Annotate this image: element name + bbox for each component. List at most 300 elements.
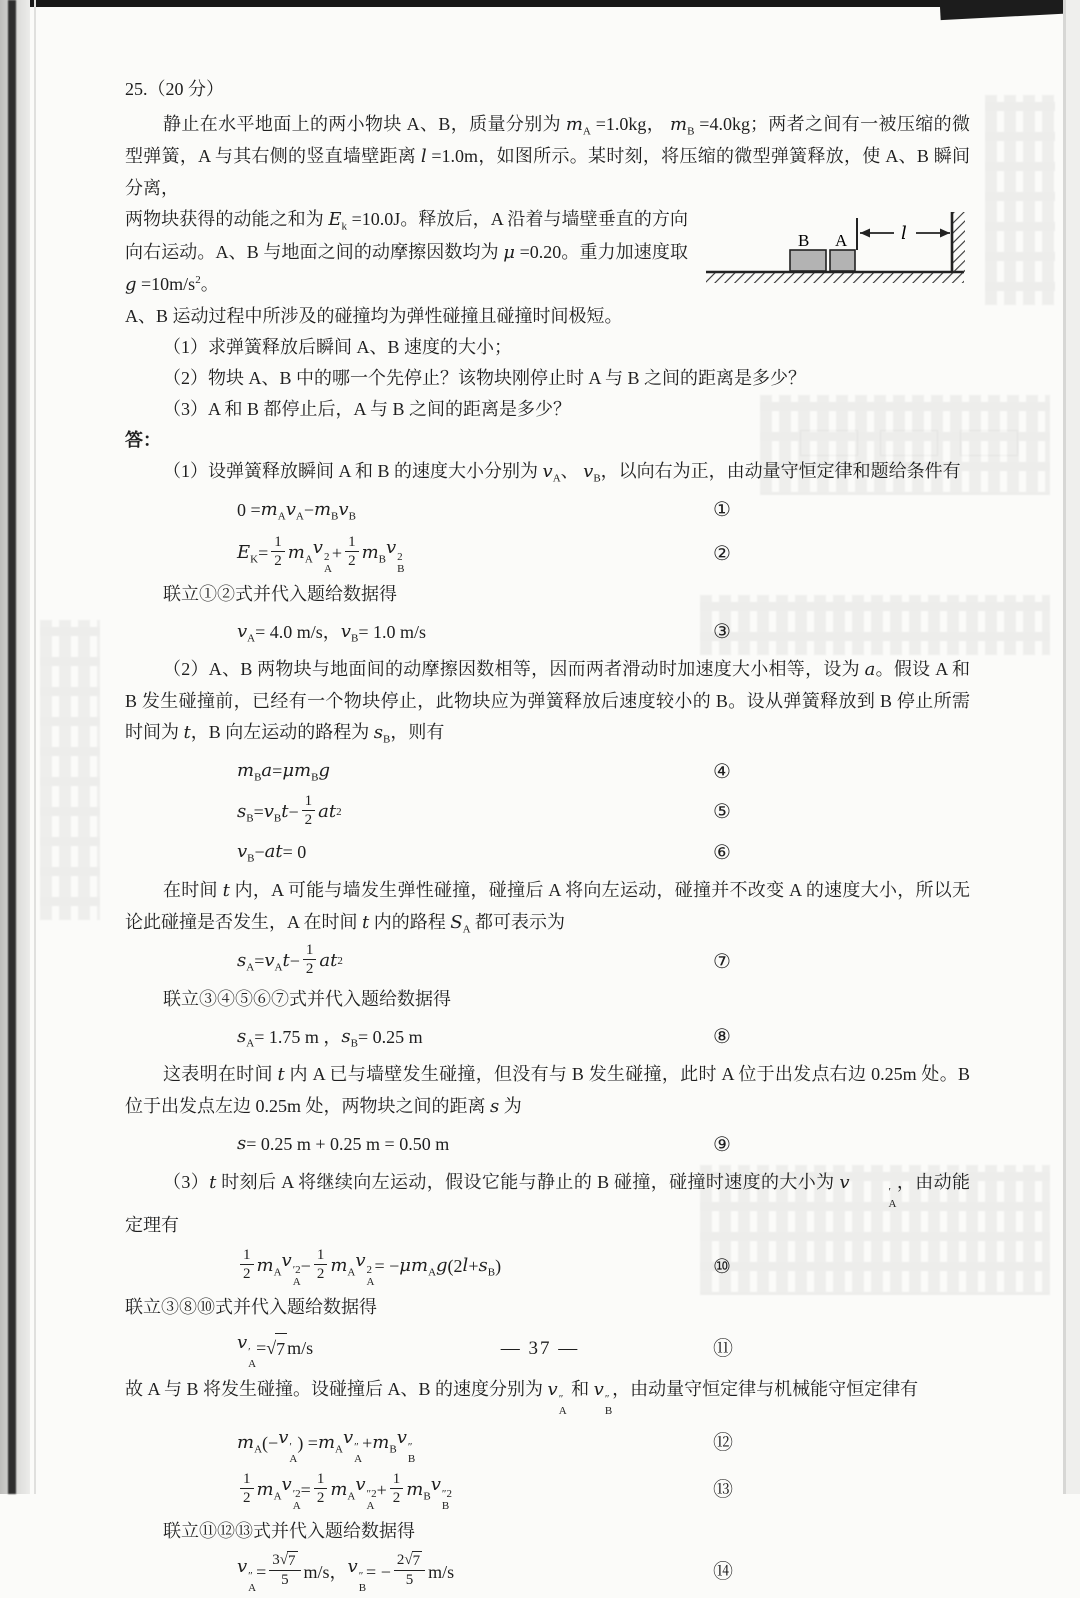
subscript: A xyxy=(347,1266,356,1279)
text-run: 两物块获得的动能之和为 xyxy=(125,209,329,230)
variable xyxy=(237,537,258,570)
variable: μ xyxy=(282,760,295,782)
paragraph xyxy=(125,654,970,749)
subscript: A xyxy=(462,923,471,936)
radical-sign: √ xyxy=(266,1337,277,1358)
superscript: ″ xyxy=(248,1569,253,1582)
subscript: B xyxy=(687,125,695,138)
script-stack xyxy=(408,1441,415,1465)
variable: t xyxy=(330,950,338,972)
text-run: + xyxy=(362,1432,373,1453)
text-run: 静止在水平地面上的两小物块 A、B，质量分别为 xyxy=(163,113,566,134)
text-run: 时刻后 A 将继续向左运动，假设它能与静止的 B 碰撞，碰撞时速度的大小为 xyxy=(216,1171,840,1192)
variable-base: m xyxy=(287,542,305,564)
variable: a xyxy=(261,760,273,782)
variable-base: m xyxy=(410,1255,429,1277)
variable-base: m xyxy=(260,498,278,520)
variable: s xyxy=(490,1095,500,1117)
script-stack xyxy=(442,1488,452,1512)
subscript: k xyxy=(341,220,348,233)
radical-sign: √ xyxy=(279,1552,289,1569)
text-run: ，B 向左运动的路程为 xyxy=(190,722,374,743)
variable-base: v xyxy=(343,1426,354,1448)
subscript: A xyxy=(246,1037,255,1050)
fraction-denominator xyxy=(390,1489,404,1507)
text-run: （1）设弹簧释放瞬间 A 和 B 的速度大小分别为 xyxy=(163,460,543,481)
fraction-denominator xyxy=(240,1265,254,1283)
text-run: = − xyxy=(366,1561,391,1582)
text-run: 联立①②式并代入题给数据得 xyxy=(163,584,397,605)
radicand: 7 xyxy=(288,1553,296,1570)
text-run: 、 xyxy=(560,460,584,481)
text-run: 2 xyxy=(304,811,313,828)
variable: l xyxy=(462,1255,469,1277)
script-stack xyxy=(397,551,404,575)
fraction xyxy=(394,1551,425,1589)
variable xyxy=(313,532,332,575)
equation-number: ⑪ xyxy=(713,1337,733,1360)
variable xyxy=(237,1551,256,1594)
equation-number: ⑥ xyxy=(713,841,731,864)
variable-base: v xyxy=(237,1332,248,1354)
subscript: B xyxy=(378,553,386,566)
variable-base: v xyxy=(237,1555,248,1577)
text-run: 联立③④⑤⑥⑦式并代入题给数据得 xyxy=(163,989,451,1010)
equation-number: ⑨ xyxy=(713,1133,731,1156)
text-run: 1 xyxy=(316,1470,325,1487)
subscript: A xyxy=(247,632,256,645)
variable xyxy=(294,755,318,788)
variable xyxy=(237,796,254,829)
variable-base: s xyxy=(237,1025,247,1047)
paragraph xyxy=(125,456,970,489)
script-stack xyxy=(293,1264,301,1288)
equation-row xyxy=(125,492,970,528)
text-run: = − xyxy=(374,1256,400,1277)
text-run: 1 xyxy=(316,1247,325,1264)
equation xyxy=(237,794,342,831)
fraction xyxy=(240,1246,254,1283)
variable: s xyxy=(237,1133,247,1155)
text-run: = 4.0 m/s， xyxy=(255,621,341,642)
paragraph xyxy=(125,1059,970,1123)
subscript: B xyxy=(331,510,339,523)
fraction-numerator xyxy=(394,1551,425,1571)
subscript: B xyxy=(246,812,254,825)
text-run: 2 xyxy=(274,553,282,570)
superscript: ″ xyxy=(354,1440,359,1453)
scan-margin-right xyxy=(1066,0,1080,1494)
text-run: 这表明在时间 xyxy=(163,1063,278,1084)
variable: t xyxy=(362,911,370,933)
text-run: 故 A 与 B 将发生碰撞。设碰撞后 A、B 的速度分别为 xyxy=(125,1379,548,1400)
equation-row xyxy=(125,532,970,575)
variable xyxy=(282,1245,301,1288)
script-stack xyxy=(289,1441,297,1465)
equation-number: ⑬ xyxy=(713,1479,733,1502)
script-stack xyxy=(324,551,332,575)
variable xyxy=(328,209,348,233)
variable-base: v xyxy=(542,460,553,482)
equation-row xyxy=(125,754,970,790)
text-run: 和 xyxy=(566,1379,594,1400)
subscript: A xyxy=(582,125,591,138)
equation xyxy=(237,943,343,980)
block-b-label: B xyxy=(798,231,810,251)
text-run: 1 xyxy=(304,792,313,809)
fraction-numerator xyxy=(269,1551,300,1571)
subscript: B xyxy=(487,1266,496,1279)
text-run: = xyxy=(254,951,265,972)
variable xyxy=(397,1422,416,1465)
document-body xyxy=(125,74,970,1598)
equation-number: ④ xyxy=(713,760,731,783)
text-run: m/s xyxy=(428,1561,455,1582)
superscript: 2 xyxy=(336,805,342,818)
equation-row xyxy=(125,614,970,650)
paragraph xyxy=(125,363,970,394)
bleedthrough-noise xyxy=(985,95,1055,305)
variable-base: m xyxy=(406,1479,424,1501)
variable-base: v xyxy=(547,1379,558,1401)
variable xyxy=(288,537,313,570)
problem-heading xyxy=(125,74,970,105)
text-run: 3 xyxy=(272,1552,280,1569)
variable-base: v xyxy=(583,460,594,482)
equation-number: ② xyxy=(713,542,731,565)
variable-base: s xyxy=(341,1025,351,1047)
variable-base: s xyxy=(237,800,247,822)
fraction-denominator xyxy=(345,552,359,570)
paragraph xyxy=(125,394,970,425)
script-stack xyxy=(248,1570,256,1594)
equation-number: ① xyxy=(713,498,731,521)
variable-base: s xyxy=(478,1255,488,1277)
radicand: 7 xyxy=(412,1553,421,1570)
variable: a xyxy=(318,800,329,822)
variable: t xyxy=(277,1063,285,1085)
paragraph xyxy=(125,875,970,939)
text-run: 2 xyxy=(305,961,314,978)
text-run: 5 xyxy=(405,1572,414,1589)
equation-row xyxy=(125,1019,970,1055)
text-run: 联立⑪⑫⑬式并代入题给数据得 xyxy=(163,1520,415,1541)
paragraph xyxy=(125,301,970,332)
text-run: ，由动能定理有 xyxy=(125,1171,971,1236)
variable xyxy=(318,1427,343,1460)
text-run: （3） xyxy=(163,1171,210,1192)
text-run: = xyxy=(272,761,283,782)
problem-figure xyxy=(702,206,970,292)
superscript: ′ xyxy=(888,1185,891,1198)
text-run: + xyxy=(376,1479,387,1500)
variable: g xyxy=(436,1255,448,1277)
equation-number: ⑤ xyxy=(713,800,731,823)
variable xyxy=(237,616,255,649)
subscript: K xyxy=(250,553,259,566)
variable-base: v xyxy=(237,841,248,863)
text-run: 1 xyxy=(274,534,282,551)
superscript: 2 xyxy=(337,955,343,968)
fraction-numerator xyxy=(302,792,316,811)
variable: t xyxy=(275,841,283,863)
variable-base: E xyxy=(237,542,251,564)
text-run: + xyxy=(468,1256,479,1277)
script-stack xyxy=(559,1393,567,1417)
subscript: B xyxy=(389,1443,397,1456)
fraction-numerator xyxy=(345,533,359,552)
subscript: B xyxy=(348,510,356,523)
variable xyxy=(257,1474,282,1507)
equation-row xyxy=(125,1127,970,1163)
variable-base: m xyxy=(313,498,332,520)
text-run: （1）求弹簧释放后瞬间 A、B 速度的大小； xyxy=(163,336,513,357)
variable xyxy=(372,1427,396,1460)
text-run: 联立③⑧⑩式并代入题给数据得 xyxy=(125,1297,377,1318)
text-run: ) xyxy=(495,1256,502,1277)
variable-base: s xyxy=(237,950,247,972)
subscript: A xyxy=(246,961,255,974)
equation xyxy=(237,836,306,869)
variable xyxy=(670,113,695,138)
fraction xyxy=(240,1470,254,1507)
text-run: 1 xyxy=(392,1470,401,1487)
text-run: =1.0kg， xyxy=(590,113,670,134)
equation-row xyxy=(125,794,970,831)
radicand: 7 xyxy=(275,1333,287,1365)
text-run: = xyxy=(256,1338,267,1359)
subscript: B xyxy=(358,1581,367,1594)
variable xyxy=(355,1245,374,1288)
radical xyxy=(404,1551,422,1570)
superscript: ″ xyxy=(604,1393,610,1406)
text-run: (− xyxy=(262,1432,279,1453)
superscript: ′2 xyxy=(292,1264,301,1277)
equation-number: ⑭ xyxy=(713,1561,733,1584)
variable xyxy=(286,494,304,527)
subscript: A xyxy=(335,1443,343,1456)
subscript: A xyxy=(888,1197,897,1210)
variable xyxy=(839,1171,897,1210)
script-stack xyxy=(851,1186,897,1210)
fraction xyxy=(303,941,317,978)
paragraph xyxy=(125,1167,970,1241)
text-run: − xyxy=(289,951,300,972)
fraction-denominator xyxy=(278,1571,292,1589)
text-run: =0.20。重力加速度取 xyxy=(515,241,688,262)
fraction xyxy=(345,533,359,570)
variable: t xyxy=(281,800,289,822)
text-run: − xyxy=(303,499,314,520)
equation xyxy=(237,1245,501,1288)
fraction-denominator xyxy=(314,1265,328,1283)
variable xyxy=(373,722,391,746)
equation-row xyxy=(125,1551,970,1594)
arrow-right-head xyxy=(940,229,950,238)
bleedthrough-noise xyxy=(40,620,100,920)
equation-row xyxy=(125,1469,970,1512)
variable: a xyxy=(319,950,331,972)
variable-base: m xyxy=(330,1479,348,1501)
variable: t xyxy=(282,950,290,972)
text-run: （2）物块 A、B 中的哪一个先停止？该物块刚停止时 A 与 B 之间的距离是多少？ xyxy=(163,367,807,388)
fraction-numerator xyxy=(314,1470,328,1489)
block-a xyxy=(830,250,855,271)
text-run: 内，A 可能与墙发生弹性碰撞，碰撞后 A 将向左运动，碰撞并不改变 A 的速度大小，所以无论此碰撞是否发生，A 在时间 xyxy=(125,879,971,932)
text-run: m/s xyxy=(287,1338,314,1359)
fraction-denominator xyxy=(302,811,316,829)
text-run: ，由动量守恒定律与机械能守恒定律有 xyxy=(612,1379,919,1400)
subscript: B xyxy=(383,733,391,746)
variable xyxy=(261,494,286,527)
superscript: ″2 xyxy=(366,1487,377,1500)
subscript: A xyxy=(273,1266,282,1279)
variable-base: v xyxy=(278,1426,289,1448)
variable xyxy=(237,1427,262,1460)
wall-hatching xyxy=(952,212,965,272)
subscript: B xyxy=(311,771,319,784)
variable xyxy=(237,1021,254,1054)
text-run: 1 xyxy=(348,534,356,551)
subscript: A xyxy=(248,1581,257,1594)
equation-row xyxy=(125,1422,970,1465)
script-stack xyxy=(367,1264,375,1288)
variable xyxy=(565,113,591,138)
fraction-numerator xyxy=(390,1470,404,1489)
variable-base: v xyxy=(338,498,349,520)
paragraph xyxy=(125,984,970,1015)
variable-base: v xyxy=(355,1250,366,1272)
fraction-numerator xyxy=(314,1246,328,1265)
subscript: B xyxy=(407,1452,416,1465)
variable-base: m xyxy=(294,760,312,782)
subscript: B xyxy=(604,1405,613,1418)
fraction xyxy=(269,1551,300,1589)
paragraph xyxy=(125,1516,970,1547)
text-run: (2 xyxy=(447,1256,463,1277)
text-run: 2 xyxy=(396,1552,405,1569)
paragraph xyxy=(125,109,970,204)
text-run: （2）A、B 两物块与地面间的动摩擦因数相等，因而两者滑动时加速度大小相等，设为 xyxy=(163,659,865,680)
ground-hatching xyxy=(706,272,964,283)
text-run: = xyxy=(300,1479,311,1500)
text-run: − xyxy=(300,1256,311,1277)
variable-base: s xyxy=(373,722,383,744)
fraction-denominator xyxy=(314,1489,328,1507)
variable-base: v xyxy=(312,537,323,559)
text-run: ) = xyxy=(297,1432,318,1453)
subscript: B xyxy=(593,472,601,485)
fraction xyxy=(314,1470,328,1507)
variable xyxy=(355,1469,376,1512)
subscript: A xyxy=(323,563,332,576)
subscript: A xyxy=(428,1266,437,1279)
variable xyxy=(348,1551,367,1594)
equation xyxy=(237,1422,415,1465)
text-run: 2 xyxy=(316,1266,325,1283)
variable-base: S xyxy=(450,911,463,933)
text-run: （3）A 和 B 都停止后，A 与 B 之间的距离是多少？ xyxy=(163,398,572,419)
superscript: ′2 xyxy=(292,1487,301,1500)
text-run: 都可表示为 xyxy=(470,911,566,932)
text-run: 1 xyxy=(305,942,314,959)
text-run: 在时间 xyxy=(163,879,223,900)
paragraph xyxy=(125,332,970,363)
text-run: =1.0m，如图所示。某时刻，将压缩的微型弹簧释放，使 A、B 瞬间分离， xyxy=(125,146,970,199)
text-run: = 0.25 m + 0.25 m = 0.50 m xyxy=(246,1134,450,1155)
text-run: 。假设 A 和 B 发生碰撞前，已经有一个物块停止，此物块应为弹簧释放后速度较小的 B。设从弹簧释放到 B 停止所需时间为 xyxy=(125,659,970,743)
subscript: A xyxy=(289,1452,298,1465)
text-run: 答： xyxy=(125,429,161,450)
variable-base: m xyxy=(237,1431,255,1453)
variable-base: v xyxy=(430,1473,441,1495)
text-run: 。 xyxy=(200,273,219,294)
text-run: = xyxy=(256,1561,267,1582)
text-run: = 0.25 m xyxy=(357,1026,423,1047)
variable-base: v xyxy=(263,800,274,822)
variable: t xyxy=(209,1171,217,1193)
variable-base: v xyxy=(839,1171,850,1193)
variable: a xyxy=(264,841,276,863)
paragraph xyxy=(125,425,970,456)
variable: a xyxy=(864,659,876,681)
script-stack xyxy=(367,1488,377,1512)
equation xyxy=(237,755,330,788)
text-run: 0 = xyxy=(237,499,261,520)
text-run: =4.0kg；两者之间有一被压缩的微型弹簧，A 与其右侧的竖直墙壁距离 xyxy=(125,113,970,167)
text-run: 为 xyxy=(499,1095,522,1116)
equation xyxy=(237,532,405,575)
distance-l-label: l xyxy=(901,223,907,245)
variable xyxy=(341,1021,358,1054)
variable xyxy=(341,616,359,649)
variable-base: m xyxy=(330,1255,348,1277)
variable-base: m xyxy=(565,113,583,135)
text-run: 2 xyxy=(348,553,356,570)
subscript: A xyxy=(277,510,286,523)
page-number: — 37 — xyxy=(500,1338,580,1359)
text-run: 2 xyxy=(243,1489,251,1506)
variable-base: v xyxy=(385,537,397,559)
variable: t xyxy=(183,722,191,744)
variable xyxy=(343,1422,362,1465)
text-run: − xyxy=(254,842,265,863)
text-run: 25.（20 分） xyxy=(125,79,224,99)
variable xyxy=(278,1422,297,1465)
subscript: A xyxy=(273,1490,282,1503)
scan-page-edge-right xyxy=(1063,0,1066,1494)
text-run: A、B 运动过程中所涉及的碰撞均为弹性碰撞且碰撞时间极短。 xyxy=(125,305,623,326)
text-run: 内的路程 xyxy=(369,911,451,932)
variable-base: v xyxy=(285,498,296,520)
fraction-denominator xyxy=(303,960,317,978)
equation-row xyxy=(125,943,970,980)
fraction-denominator xyxy=(271,552,285,570)
equation-number: ③ xyxy=(713,620,731,643)
text-run: 2 xyxy=(316,1489,325,1506)
text-run: =10.0J。释放后，A 沿着与墙壁垂直的方向向右运动。A、B 与地面之间的动摩擦因数均为 xyxy=(125,209,688,262)
superscript: 2 xyxy=(397,551,403,564)
variable-base: m xyxy=(237,760,255,782)
subscript: B xyxy=(247,852,255,865)
fraction-denominator xyxy=(403,1571,417,1589)
script-stack xyxy=(354,1441,362,1465)
scan-crease-left xyxy=(34,0,36,1494)
variable xyxy=(386,532,405,575)
variable-base: m xyxy=(670,113,688,135)
variable xyxy=(264,945,282,978)
subscript: B xyxy=(273,812,282,825)
